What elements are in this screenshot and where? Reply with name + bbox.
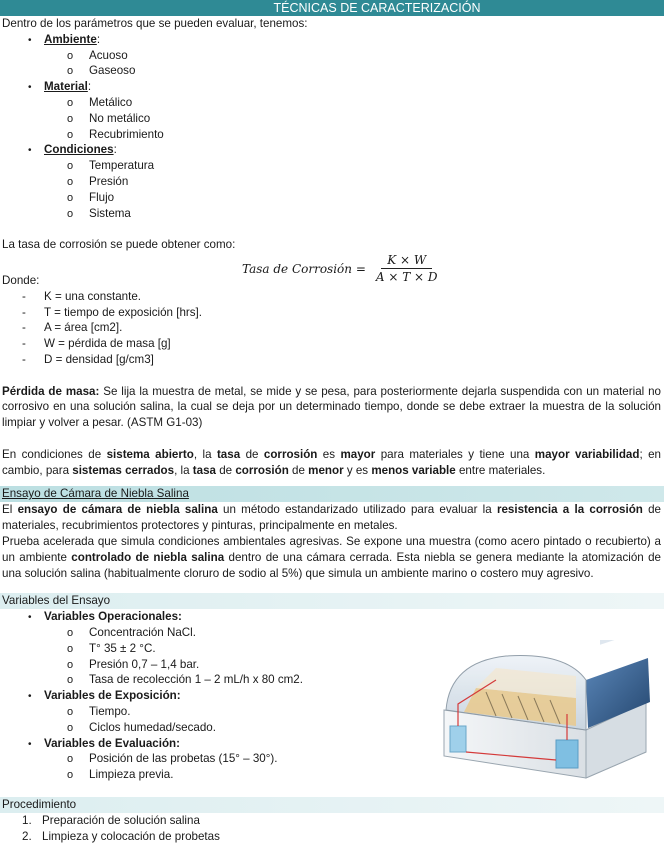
sistema-paragraph: En condiciones de sistema abierto, la tasa de corrosión es mayor para materiales y tiene una mayor variabilidad; en cambio, para sistemas cerrados, la tasa de corrosión de menor y es menos variable entre materiales. bbox=[2, 447, 661, 477]
list-item: o Tasa de recolección 1 – 2 mL/h x 80 cm2. bbox=[67, 673, 303, 687]
list-item: o T° 35 ± 2 °C. bbox=[67, 641, 156, 655]
procedimiento-heading: Procedimiento bbox=[0, 797, 664, 813]
formula-denominator: A × T × D bbox=[375, 270, 438, 285]
corrosion-formula bbox=[0, 253, 664, 285]
bullet-disc: • bbox=[28, 82, 32, 94]
page-title: TÉCNICAS DE CARACTERIZACIÓN bbox=[0, 0, 664, 16]
list-item: o Temperatura bbox=[67, 159, 155, 173]
list-item: o Limpieza previa. bbox=[67, 768, 174, 782]
param-ambiente: • Ambiente: bbox=[0, 32, 664, 48]
variables-group: • Variables de Evaluación: bbox=[28, 736, 180, 750]
salt-spray-chamber-illustration bbox=[436, 640, 658, 780]
list-item: o Recubrimiento bbox=[67, 127, 164, 141]
bullet-disc: • bbox=[28, 34, 32, 46]
list-item: o Tiempo. bbox=[67, 705, 131, 719]
list-item: o Gaseoso bbox=[67, 64, 136, 78]
niebla-paragraph-2: Prueba acelerada que simula condiciones ambientales agresivas. Se expone una muestra (como acero pintado o recubierto) a un ambiente controlado de niebla salina dentro de una cámara cerrada. Esta niebla se genera mediante la atomización de una solución salina (habitualmente cloruro de sodio al 5%) que simula un ambiente marino o costero muy agresivo. bbox=[2, 534, 661, 580]
definition-item: - D = densidad [g/cm3] bbox=[22, 352, 154, 366]
variables-group: • Variables de Exposición: bbox=[28, 689, 181, 703]
intro-text: Dentro de los parámetros que se pueden evaluar, tenemos: bbox=[2, 17, 308, 30]
list-item: o Metálico bbox=[67, 95, 133, 109]
definition-item: - T = tiempo de exposición [hrs]. bbox=[22, 305, 202, 319]
formula-numerator: K × W bbox=[381, 253, 432, 269]
list-item: o Posición de las probetas (15° – 30°). bbox=[67, 752, 278, 766]
list-item: o Presión 0,7 – 1,4 bar. bbox=[67, 657, 200, 671]
list-item: o Flujo bbox=[67, 190, 115, 204]
perdida-paragraph: Pérdida de masa: Se lija la muestra de metal, se mide y se pesa, para posteriormente dejarla suspendida con un material no corrosivo en una solución salina, la cual se deja por un determinado tiempo, donde se debe extraer la muestra de la solución limpiar y volver a pesar. (ASTM G1-03) bbox=[2, 384, 661, 430]
formula-lhs: Tasa de Corrosión = bbox=[242, 261, 366, 276]
list-item: o Sistema bbox=[67, 206, 131, 220]
list-item: o Acuoso bbox=[67, 48, 128, 62]
definition-item: - W = pérdida de masa [g] bbox=[22, 337, 171, 351]
niebla-heading: Ensayo de Cámara de Niebla Salina bbox=[0, 486, 664, 502]
list-item: o No metálico bbox=[67, 111, 151, 125]
procedure-step: 1. Preparación de solución salina bbox=[22, 814, 200, 828]
procedure-step: 2. Limpieza y colocación de probetas bbox=[22, 829, 220, 843]
definition-item: - K = una constante. bbox=[22, 289, 142, 303]
list-item: o Presión bbox=[67, 174, 129, 188]
donde-label: Donde: bbox=[2, 273, 40, 287]
rate-intro: La tasa de corrosión se puede obtener como: bbox=[2, 238, 236, 252]
niebla-paragraph-1: El ensayo de cámara de niebla salina un método estandarizado utilizado para evaluar la resistencia a la corrosión de materiales, recubrimientos protectores y pinturas, principalmente en metales. bbox=[2, 503, 661, 533]
bullet-disc: • bbox=[28, 145, 32, 157]
param-material: • Material: bbox=[0, 79, 664, 95]
param-condiciones: • Condiciones: bbox=[0, 142, 664, 158]
variables-group: • Variables Operacionales: bbox=[28, 610, 182, 624]
variables-heading: Variables del Ensayo bbox=[0, 593, 664, 609]
list-item: o Ciclos humedad/secado. bbox=[67, 720, 216, 734]
definition-item: - A = área [cm2]. bbox=[22, 321, 123, 335]
list-item: o Concentración NaCl. bbox=[67, 626, 196, 640]
